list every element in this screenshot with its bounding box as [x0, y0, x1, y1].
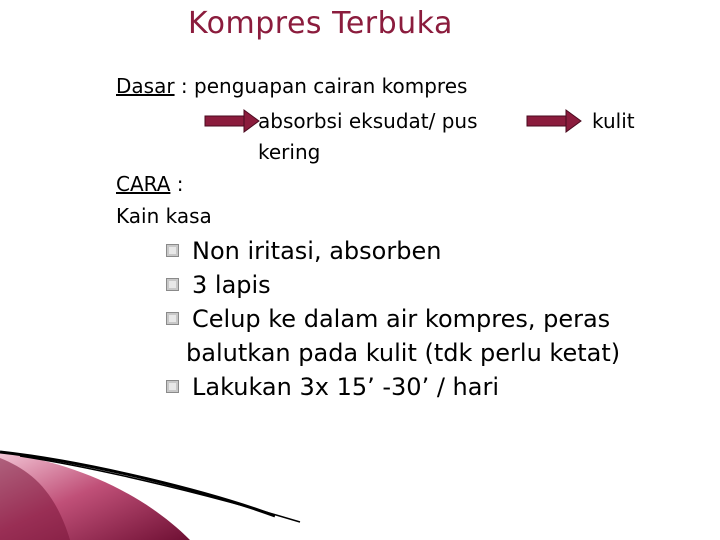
bullet-text: Celup ke dalam air kompres, peras — [192, 305, 611, 333]
kain-kasa-label: Kain kasa — [116, 204, 212, 228]
bullet-text: Non iritasi, absorben — [192, 237, 442, 265]
slide-title: Kompres Terbuka — [188, 6, 453, 41]
cara-separator: : — [170, 172, 184, 196]
dasar-separator: : — [174, 74, 195, 98]
cara-label: CARA — [116, 172, 171, 196]
dasar-text-3: kering — [258, 140, 321, 164]
dasar-text-1: penguapan cairan kompres — [194, 74, 468, 98]
bullet-text: balutkan pada kulit (tdk perlu ketat) — [186, 339, 621, 367]
dasar-text-end: kulit — [592, 109, 635, 133]
dasar-label: Dasar — [116, 74, 175, 98]
dasar-text-2: absorbsi eksudat/ pus — [258, 109, 478, 133]
bullet-text: 3 lapis — [192, 271, 271, 299]
bullet-text: Lakukan 3x 15’ -30’ / hari — [192, 373, 499, 401]
